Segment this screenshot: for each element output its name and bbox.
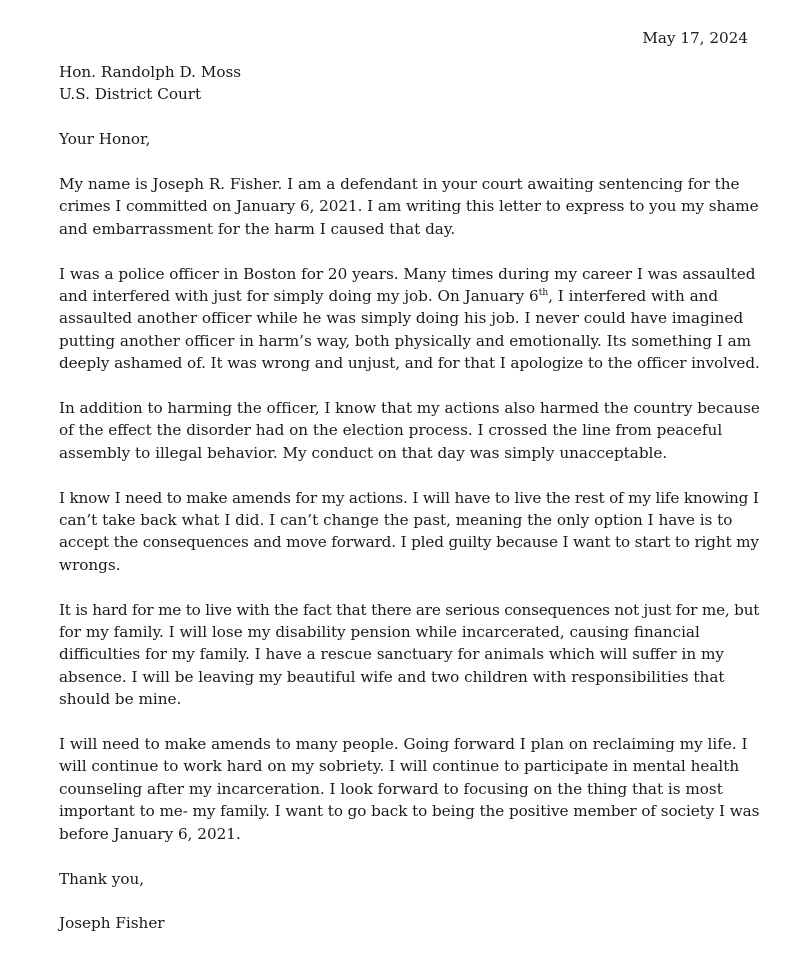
paragraph-line: accept the consequences and move forward. I pled guilty because I want to start to right my xyxy=(59,533,759,552)
paragraph-line: I was a police officer in Boston for 20 years. Many times during my career I was assaulted xyxy=(59,264,756,283)
paragraph-line: wrongs. xyxy=(59,555,121,574)
closing: Thank you, xyxy=(59,869,145,888)
paragraph-line: and embarrassment for the harm I caused that day. xyxy=(59,219,456,238)
paragraph-line: of the effect the disorder had on the election process. I crossed the line from peaceful xyxy=(59,421,723,440)
paragraph-2 xyxy=(59,263,759,375)
signature: Joseph Fisher xyxy=(59,914,165,933)
ordinal-suffix: th xyxy=(538,287,549,298)
paragraph-line: should be mine. xyxy=(59,690,182,709)
paragraph-1 xyxy=(59,173,759,240)
paragraph-line: absence. I will be leaving my beautiful wife and two children with responsibilities that xyxy=(59,667,725,686)
paragraph-line xyxy=(59,285,759,307)
recipient-address xyxy=(59,61,759,106)
paragraph-line: I know I need to make amends for my actions. I will have to live the rest of my life knowing I xyxy=(59,488,759,507)
paragraph-5 xyxy=(59,599,759,711)
salutation: Your Honor, xyxy=(59,130,151,149)
letter-body xyxy=(59,61,759,935)
paragraph-6 xyxy=(59,733,759,845)
paragraph-line: assembly to illegal behavior. My conduct on that day was simply unacceptable. xyxy=(59,443,668,462)
paragraph-line: My name is Joseph R. Fisher. I am a defendant in your court awaiting sentencing for the xyxy=(59,175,740,193)
line-text: , I interfered with and xyxy=(548,287,719,306)
paragraph-line: It is hard for me to live with the fact that there are serious consequences not just for me, but xyxy=(59,600,760,619)
paragraph-line: counseling after my incarceration. I look forward to focusing on the thing that is most xyxy=(59,779,723,798)
paragraph-3 xyxy=(59,397,759,464)
paragraph-line: deeply ashamed of. It was wrong and unjust, and for that I apologize to the officer involved. xyxy=(59,354,760,373)
paragraph-line: difficulties for my family. I have a rescue sanctuary for animals which will suffer in my xyxy=(59,645,724,664)
paragraph-line: important to me- my family. I want to go back to being the positive member of society I was xyxy=(59,802,760,821)
paragraph-line: for my family. I will lose my disability pension while incarcerated, causing financial xyxy=(59,623,700,642)
paragraph-line: In addition to harming the officer, I know that my actions also harmed the country because xyxy=(59,399,760,418)
recipient-name: Hon. Randolph D. Moss xyxy=(59,63,242,81)
paragraph-line: before January 6, 2021. xyxy=(59,824,241,843)
letter-date: May 17, 2024 xyxy=(642,29,748,47)
paragraph-line: will continue to work hard on my sobriety. I will continue to participate in mental health xyxy=(59,757,740,776)
paragraph-line: crimes I committed on January 6, 2021. I am writing this letter to express to you my shame xyxy=(59,197,759,216)
recipient-court: U.S. District Court xyxy=(59,85,202,104)
paragraph-line: I will need to make amends to many people. Going forward I plan on reclaiming my life. I xyxy=(59,735,748,754)
paragraph-line: putting another officer in harm’s way, both physically and emotionally. Its something I am xyxy=(59,331,752,350)
paragraph-4 xyxy=(59,487,759,577)
paragraph-line: assaulted another officer while he was simply doing his job. I never could have imagined xyxy=(59,309,744,328)
line-text: and interfered with just for simply doing my job. On January 6 xyxy=(59,287,539,306)
paragraph-line: can’t take back what I did. I can’t change the past, meaning the only option I have is to xyxy=(59,511,733,530)
